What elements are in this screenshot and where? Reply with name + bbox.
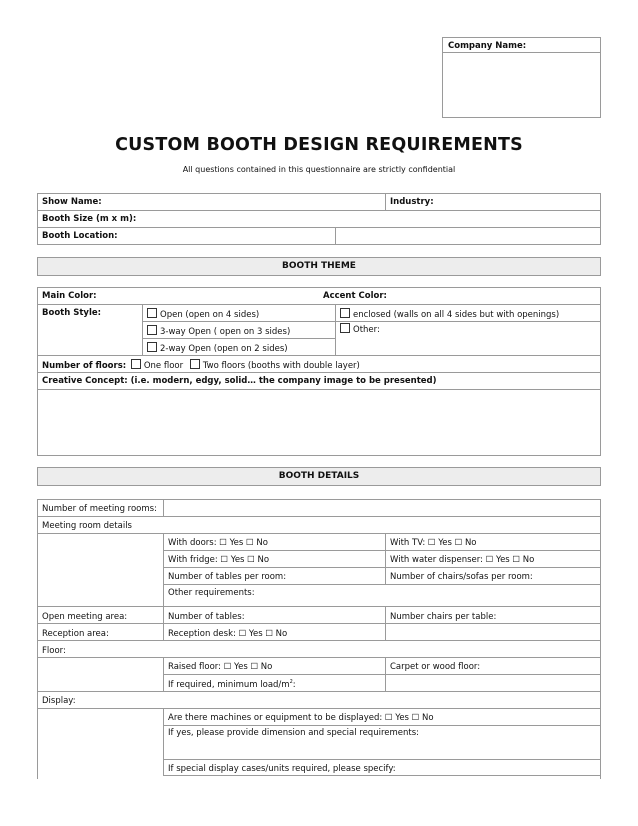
row-divider [37,606,601,607]
number-of-tables-field[interactable]: Number of tables: [168,612,245,622]
option-label: enclosed (walls on all 4 sides but with openings) [353,310,560,320]
other-style-option[interactable] [336,321,384,337]
row-divider [37,640,601,641]
floors-label: Number of floors: [42,361,127,371]
machines-displayed-option[interactable]: Are there machines or equipment to be displayed: ☐ Yes ☐ No [168,713,434,723]
display-cases-field[interactable]: If special display cases/units required, please specify: [168,764,396,774]
show-name-field[interactable]: Show Name: [42,197,102,207]
reception-area-label: Reception area: [42,629,109,639]
two-floors-option[interactable]: Two floors (booths with double layer) [202,361,360,371]
row-divider [163,759,601,760]
booth-size-field[interactable]: Booth Size (m x m): [42,214,137,224]
minimum-load-label: If required, minimum load/m [168,679,290,690]
industry-field[interactable]: Industry: [390,197,434,207]
booth-location-field[interactable]: Booth Location: [42,231,118,241]
col-divider [335,227,336,245]
enclosed-option[interactable] [336,306,563,322]
company-name-label: Company Name: [448,41,527,51]
raised-floor-option[interactable]: Raised floor: ☐ Yes ☐ No [168,662,273,672]
minimum-load-field[interactable] [164,677,300,692]
3-way-open-option[interactable] [143,323,294,339]
checkbox-icon[interactable] [340,308,350,318]
row-divider [37,227,601,228]
booth-style-label: Booth Style: [42,308,102,318]
row-divider [37,210,601,211]
confidential-note: All questions contained in this questionnaire are strictly confidential [182,165,456,174]
row-divider [163,584,601,585]
checkbox-icon[interactable] [147,342,157,352]
carpet-wood-floor-field[interactable]: Carpet or wood floor: [390,662,481,672]
other-requirements-field[interactable]: Other requirements: [168,588,255,598]
meeting-rooms-count-input[interactable] [164,500,600,516]
creative-concept-input[interactable] [38,390,600,455]
booth-details-header: BOOTH DETAILS [37,467,601,486]
option-label: Other: [353,325,380,335]
with-doors-option[interactable]: With doors: ☐ Yes ☐ No [168,538,268,548]
display-label: Display: [42,696,76,706]
accent-color-field[interactable]: Accent Color: [323,291,387,301]
row-divider [163,550,601,551]
row-divider [163,674,601,675]
booth-theme-header: BOOTH THEME [37,257,601,276]
colon: : [292,679,296,690]
tables-per-room-field[interactable]: Number of tables per room: [168,572,287,582]
main-color-field[interactable]: Main Color: [42,291,97,301]
page-title: CUSTOM BOOTH DESIGN REQUIREMENTS [115,135,523,155]
row-divider [37,533,601,534]
one-floor-option[interactable]: One floor [143,361,184,371]
with-water-dispenser-option[interactable]: With water dispenser: ☐ Yes ☐ No [390,555,535,565]
floor-label: Floor: [42,646,66,656]
row-divider [37,516,601,517]
meeting-rooms-count-label: Number of meeting rooms: [42,504,157,514]
checkbox-icon[interactable] [340,323,350,333]
open-4-sides-option[interactable] [143,306,263,322]
superscript: 2 [289,679,293,685]
number-of-floors-row [38,357,364,373]
option-label: 3-way Open ( open on 3 sides) [160,327,291,337]
row-divider [37,355,601,356]
meeting-room-details-label: Meeting room details [42,521,132,531]
with-fridge-option[interactable]: With fridge: ☐ Yes ☐ No [168,555,270,565]
with-tv-option[interactable]: With TV: ☐ Yes ☐ No [390,538,477,548]
chairs-per-table-field[interactable]: Number chairs per table: [390,612,497,622]
row-divider [163,567,601,568]
checkbox-icon[interactable] [131,359,141,369]
creative-concept-label: Creative Concept: (i.e. modern, edgy, solid… the company image to be presented) [42,376,437,386]
row-divider [37,691,601,692]
chairs-per-room-field[interactable]: Number of chairs/sofas per room: [390,572,533,582]
row-divider [37,657,601,658]
checkbox-icon[interactable] [147,308,157,318]
dimension-requirements-field[interactable]: If yes, please provide dimension and special requirements: [168,728,419,738]
reception-desk-option[interactable]: Reception desk: ☐ Yes ☐ No [168,629,288,639]
option-label: Open (open on 4 sides) [160,310,260,320]
row-divider [37,304,601,305]
option-label: 2-way Open (open on 2 sides) [160,344,288,354]
row-divider [37,708,601,709]
2-way-open-option[interactable] [143,340,292,356]
open-meeting-area-label: Open meeting area: [42,612,128,622]
checkbox-icon[interactable] [190,359,200,369]
checkbox-icon[interactable] [147,325,157,335]
